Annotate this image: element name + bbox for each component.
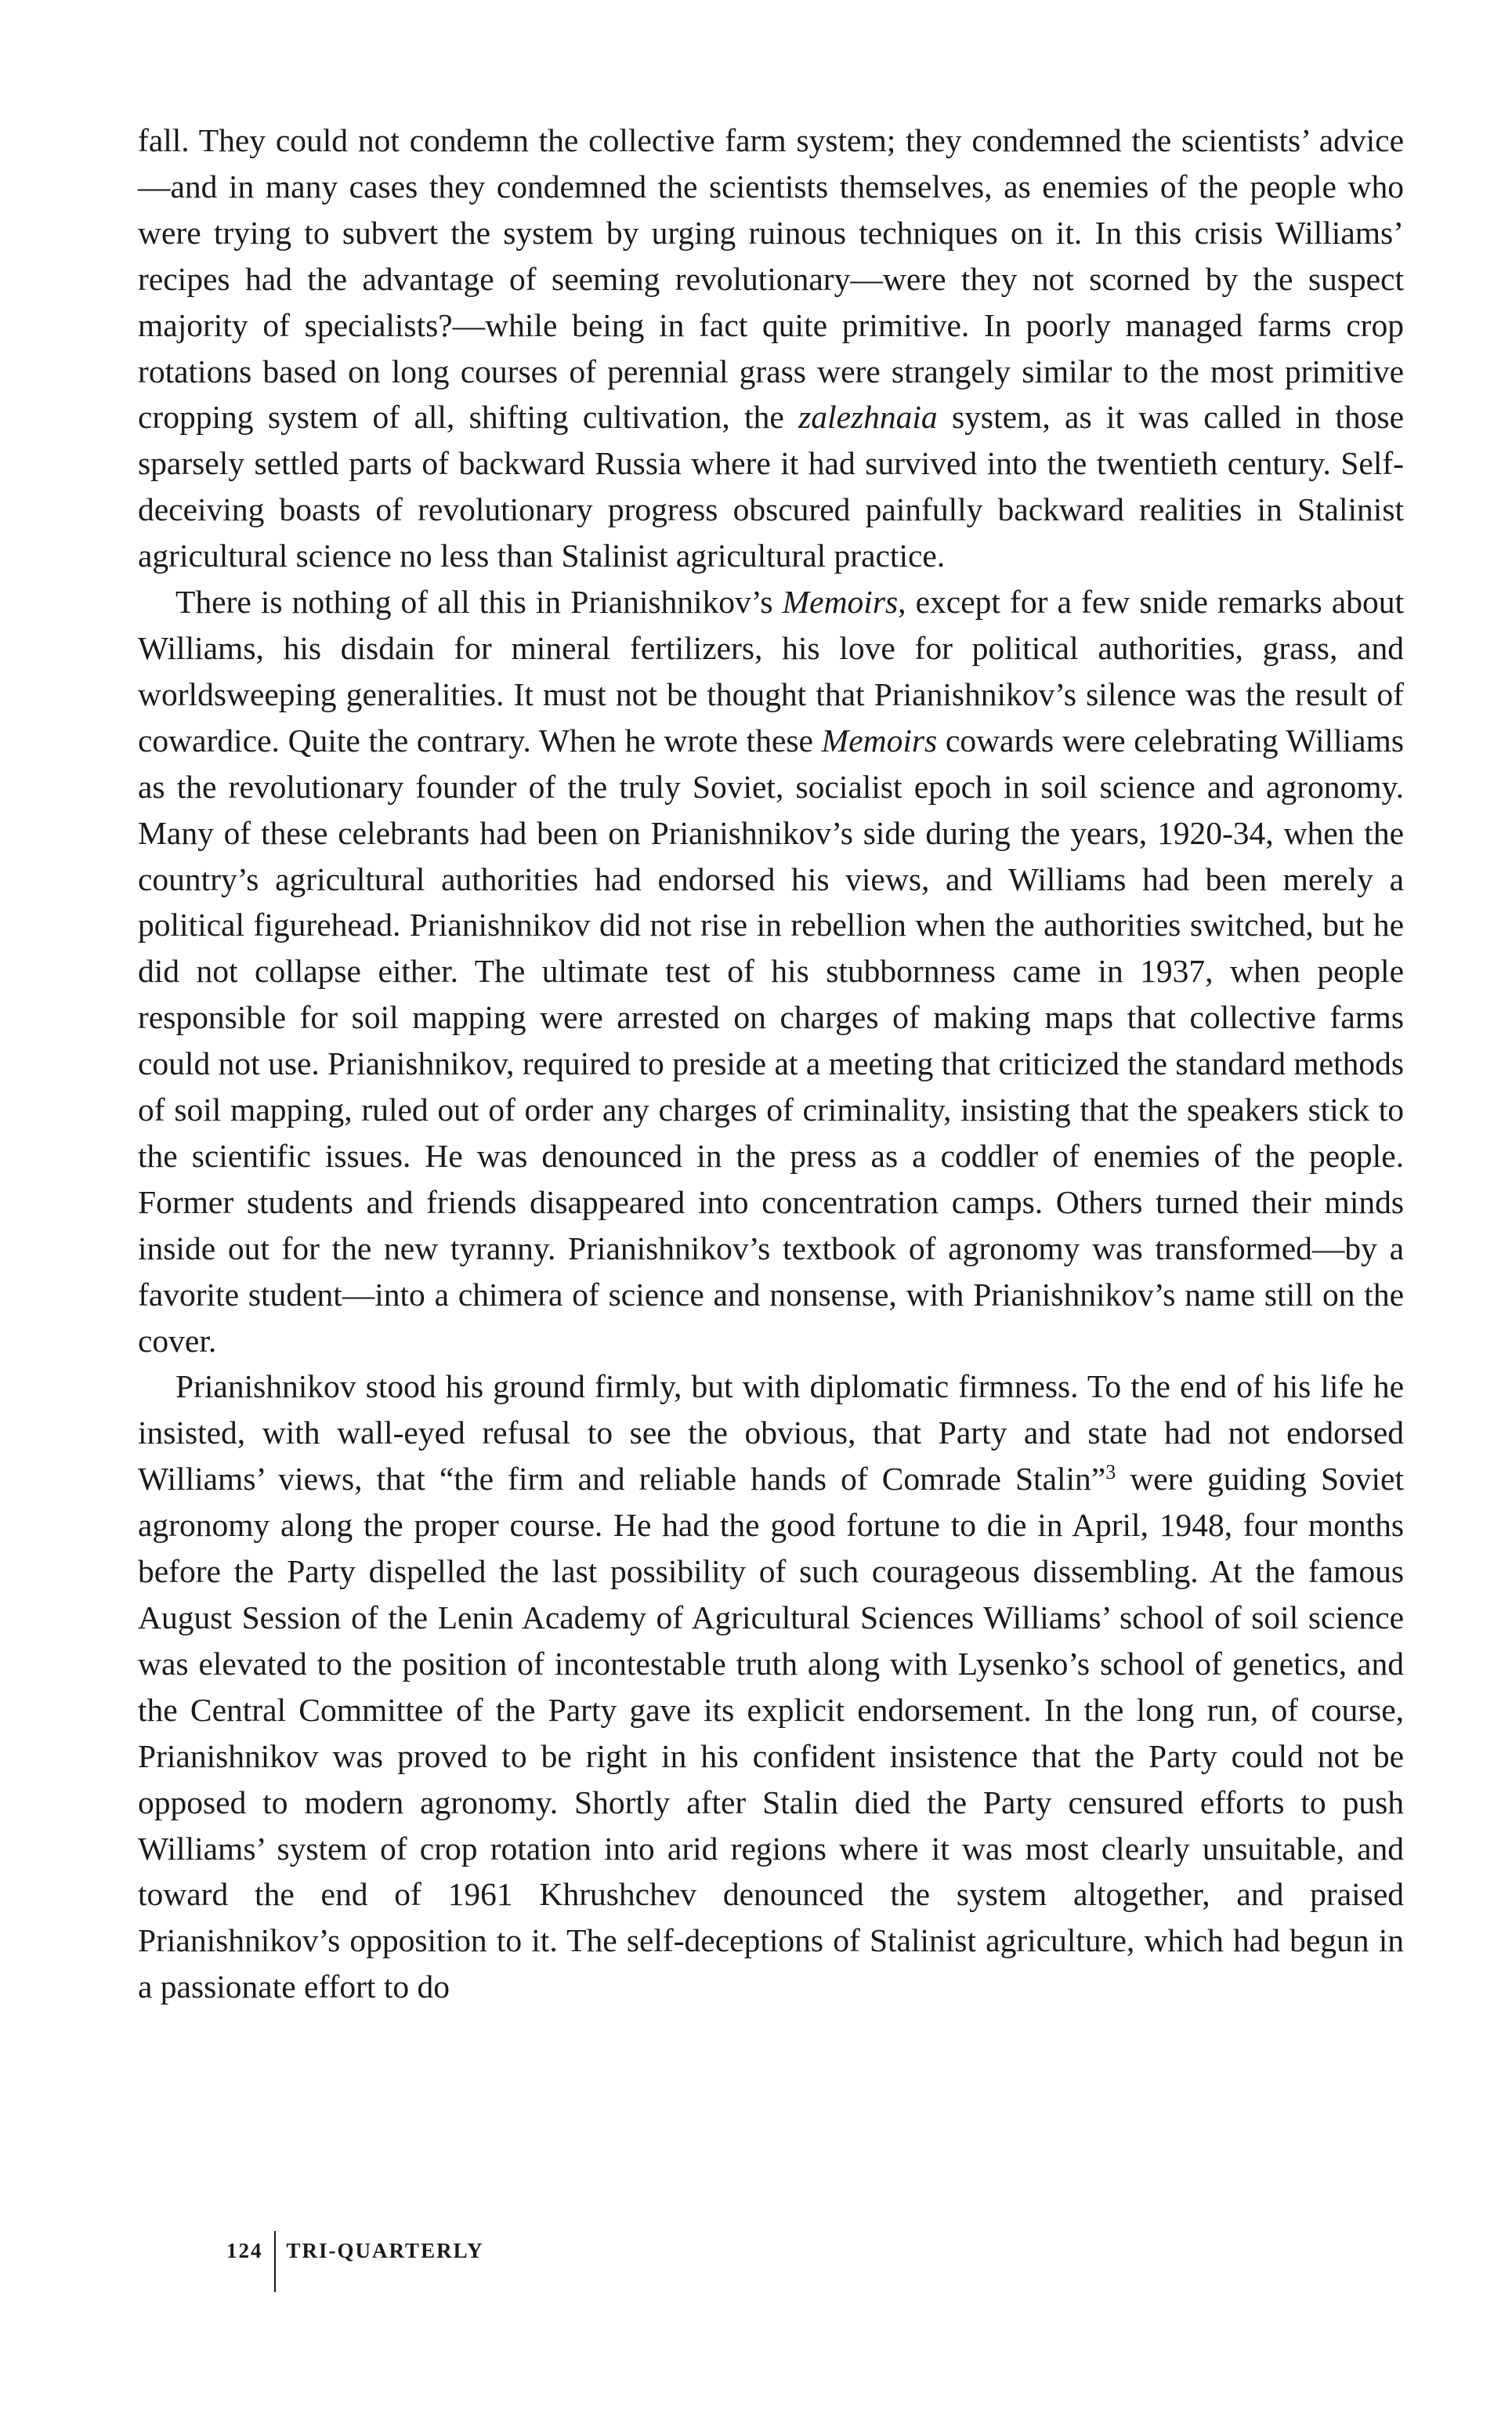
text-run: cowards were celebrating Williams as the revolutionary founder of the truly Soviet, socialist epoch in soil science and agronomy. Many of these celebrants had been on Prianishnikov’s side during the years, 1920-34, when the country’s agricultural authorities had endorsed his views, and Williams had been merely a political figurehead. Prianishnikov did not rise in rebellion when the authorities switched, but he did not collapse either. The ultimate test of his stubbornness came in 1937, when people responsible for soil mapping were arrested on charges of making maps that collective farms could not use. Prianishnikov, required to preside at a meeting that criticized the standard methods of soil mapping, ruled out of order any charges of criminality, insisting that the speakers stick to the scientific issues. He was denounced in the press as a coddler of enemies of the people. Former students and friends disappeared into concentration camps. Others turned their minds inside out for the new tyranny. Prianishnikov’s textbook of agronomy was transformed—by a favorite student—into a chimera of science and nonsense, with Prianishnikov’s name still on the cover.	[138, 722, 1404, 1359]
text-run: were guiding Soviet agronomy along the proper course. He had the good fortune to die in April, 1948, four months before the Party dispelled the last possibility of such courageous dissembling. At the famous August Session of the Lenin Academy of Agricultural Sciences Williams’ school of soil science was elevated to the position of incontestable truth along with Lysenko’s school of genetics, and the Central Committee of the Party gave its explicit endorsement. In the long run, of course, Prianishnikov was proved to be right in his confident insistence that the Party could not be opposed to modern agronomy. Shortly after Stalin died the Party censured efforts to push Williams’ system of crop rotation into arid regions where it was most clearly unsuitable, and toward the end of 1961 Khrushchev denounced the system altogether, and praised Prianishnikov’s opposition to it. The self-deceptions of Stalinist agriculture, which had begun in a passionate effort to do	[138, 1461, 1405, 2005]
italic-text: Memoirs	[782, 584, 899, 621]
paragraph	[138, 118, 1404, 579]
text-run: Prianishnikov stood his ground firmly, but with diplomatic firmness. To the end of his life he insisted, with wall-eyed refusal to see the obvious, that Party and state had not endorsed Williams’ views, that “the firm and reliable hands of Comrade Stalin”	[138, 1368, 1404, 1498]
footnote-marker: 3	[1105, 1461, 1116, 1484]
text-run: , except for a few snide remarks about Williams, his disdain for mineral fertilizers, his love for political authorities, grass, and worldsweeping generalities. It must not be thought that Prianishnikov’s silence was the result of cowardice. Quite the contrary. When he wrote these	[138, 584, 1404, 759]
page-footer	[226, 2220, 484, 2281]
page-number: 124	[226, 2238, 263, 2262]
page-body	[138, 118, 1404, 2010]
paragraph	[138, 579, 1404, 1364]
text-run: system, as it was called in those sparsely settled parts of backward Russia where it had survived into the twentieth century. Self-deceiving boasts of revolutionary progress obscured painfully backward realities in Stalinist agricultural science no less than Stalinist agricultural practice.	[138, 399, 1404, 574]
italic-text: Memoirs	[821, 722, 938, 759]
journal-title: TRI-QUARTERLY	[286, 2238, 484, 2262]
text-run: fall. They could not condemn the collective farm system; they condemned the scientists’ advice—and in many cases they condemned the scientists themselves, as enemies of the people who were trying to subvert the system by urging ruinous techniques on it. In this crisis Williams’ recipes had the advantage of seeming revolutionary—were they not scorned by the suspect majority of specialists?—while being in fact quite primitive. In poorly managed farms crop rotations based on long courses of perennial grass were strangely similar to the most primitive cropping system of all, shifting cultivation, the	[138, 122, 1404, 436]
text-run: There is nothing of all this in Prianishnikov’s	[175, 584, 783, 621]
paragraph	[138, 1364, 1404, 2010]
italic-text: zalezhnaia	[798, 399, 938, 436]
footer-divider	[274, 2231, 276, 2292]
